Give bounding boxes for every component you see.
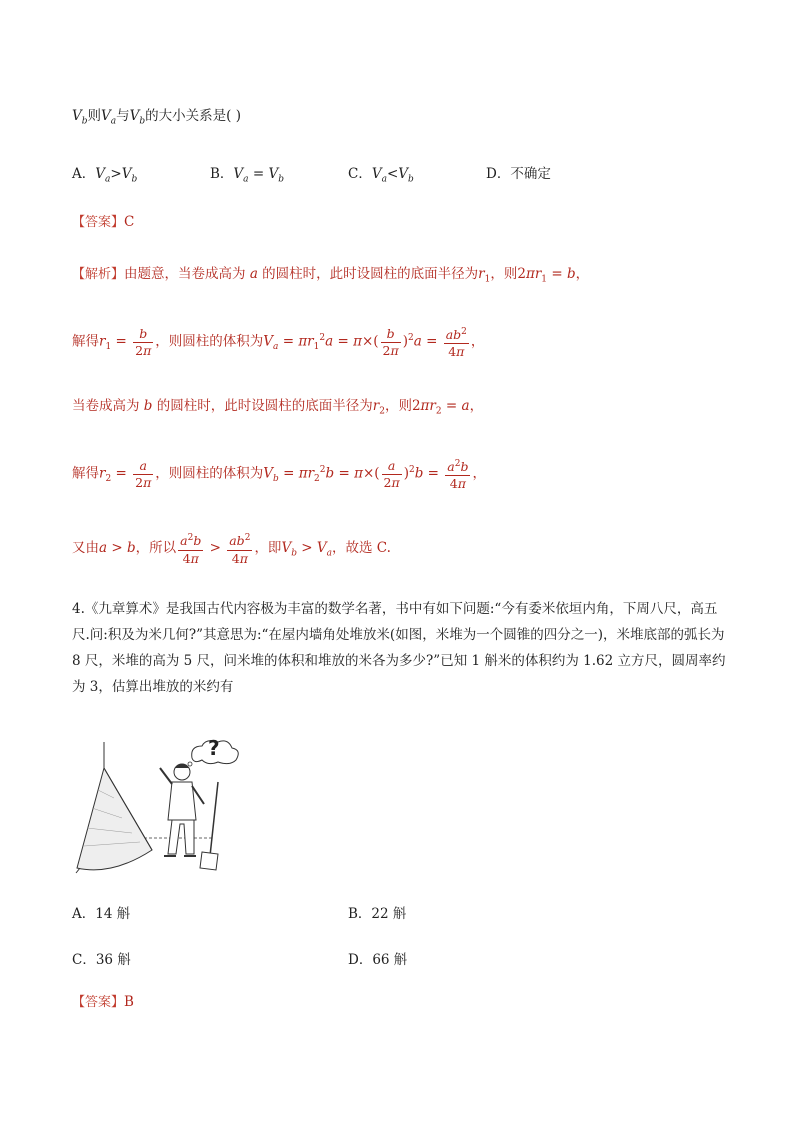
q3-option-a[interactable]: A．$V_a>V_b$ (72, 166, 138, 185)
rice-pile-figure (72, 738, 252, 878)
q3-answer: 【答案】C (72, 214, 135, 230)
q3-analysis-line-3: 当卷成高为 b 的圆柱时，此时设圆柱的底面半径为$r_2$，则$2\pi r_2 = a$， (72, 398, 484, 417)
q3-analysis-line-4: 解得$r_2$ = $\frac{a}{2\pi}$ ，则圆柱的体积为$V_b = \pi r_2^2b = \pi\times$( $\frac{a}{2\pi}$ )$^2$b = $\frac{a^2b}{4\pi}$ ， (72, 457, 486, 492)
question-mark-symbol: ? (208, 736, 220, 760)
q3-analysis-line-2: 解得$r_1$ = $\frac{b}{2\pi}$ ，则圆柱的体积为$V_a = \pi r_1^2a = \pi\times$( $\frac{b}{2\pi}$ )$^2$a = $\frac{ab^2}{4\pi}$ ， (72, 325, 485, 360)
q4-option-d[interactable]: D．66 斛 (348, 952, 408, 968)
q3-analysis-line-1: 【解析】由题意，当卷成高为 a 的圆柱时，此时设圆柱的底面半径为$r_1$，则$2\pi r_1 = b$， (72, 266, 590, 285)
q3-analysis-line-5: 又由a > b，所以 $\frac{a^2b}{4\pi}$ > $\frac{ab^2}{4\pi}$ ，即$V_b > V_a$，故选 C. (72, 528, 391, 574)
q4-option-b[interactable]: B．22 斛 (348, 906, 407, 922)
q3-option-d[interactable]: D．不确定 (486, 166, 551, 182)
q4-answer: 【答案】B (72, 994, 134, 1010)
q3-option-c[interactable]: C．$V_a<V_b$ (348, 166, 414, 185)
q4-option-c[interactable]: C．36 斛 (72, 952, 131, 968)
q3-option-b[interactable]: B．$V_a = V_b$ (210, 166, 284, 185)
rice-pile-illustration (72, 738, 252, 878)
q4-option-a[interactable]: A．14 斛 (72, 906, 131, 922)
question-3-stem: $V_b$则$V_a$与$V_b$的大小关系是( ) (72, 108, 241, 127)
question-4-paragraph: 4.《九章算术》是我国古代内容极为丰富的数学名著，书中有如下问题:“今有委米依垣内角，下周八尺，高五尺.问:积及为米几何?”其意思为:“在屋内墙角处堆放米(如图，米堆为一个圆锥的四分之一)，米堆底部的弧长为 8 尺，米堆的高为 5 尺，问米堆的体积和堆放的米各为多少?”已知 1 斛米的体积约为 1.62 立方尺，圆周率约为 3，估算出堆放的米约有 (72, 601, 726, 695)
